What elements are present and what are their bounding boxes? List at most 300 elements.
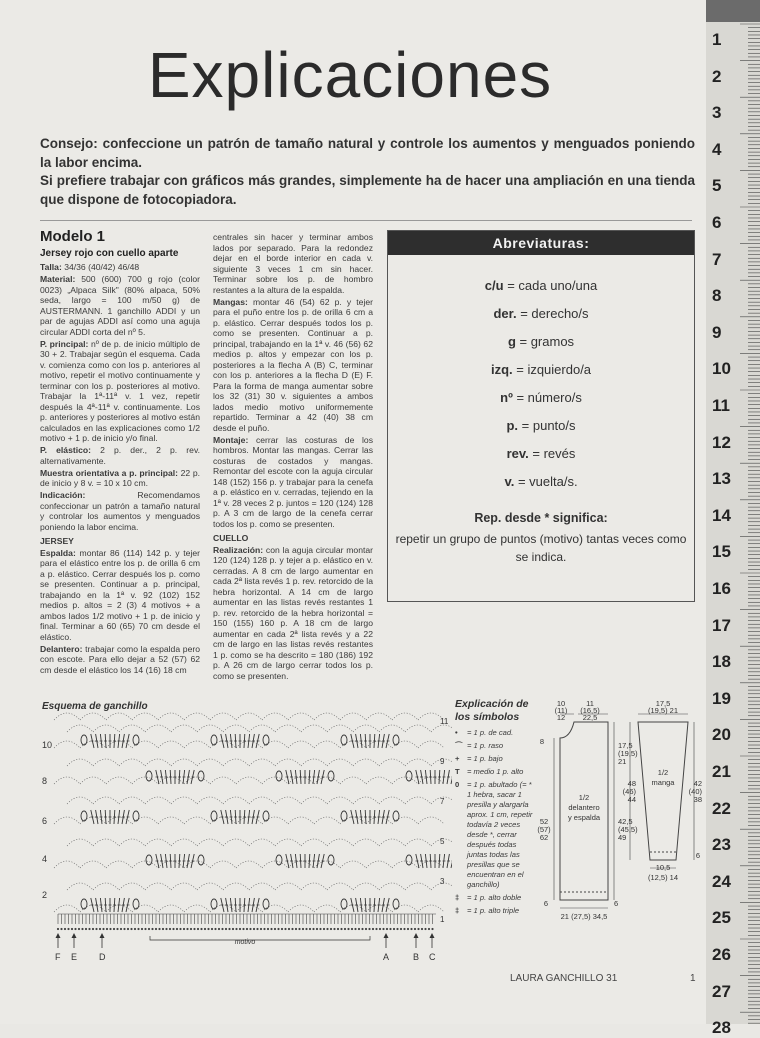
puff-stitch <box>146 771 152 781</box>
chain-arc <box>171 883 197 890</box>
schem-top-b3: 22,5 <box>582 713 598 722</box>
puff-stitch <box>406 771 412 781</box>
base-chain <box>211 928 213 930</box>
base-chain <box>200 928 202 930</box>
base-chain <box>340 928 342 930</box>
chain-arc <box>288 713 314 720</box>
base-chain <box>214 928 216 930</box>
chain-arc <box>301 725 327 732</box>
ruler-number: 16 <box>712 579 731 598</box>
schem-sleeve-right-2: (40) <box>688 787 702 796</box>
abbreviation-item <box>388 468 694 496</box>
puff-stitch <box>211 899 217 909</box>
puff-stitch <box>263 735 269 745</box>
chain-arc <box>158 713 184 720</box>
col1-text: nº de p. de inicio múltiplo de 30 + 2. Trabajar según el esquema. Cada v. comienza como con los p. anteriores al motivo, repetir el motivo continuamente y terminar con los p. posteriores al motivo. Trabajar la 1ª-11ª v. 1 vez, repetir después la 4ª-11ª v. continuamente. Los p. anteriores y posteriores al motivo están calculados en las explicaciones como 1/2 motivo + 1 p. de inicio y/o final. <box>40 338 200 443</box>
base-chain <box>141 928 143 930</box>
abbreviation-value: = número/s <box>512 390 582 405</box>
col1-paragraph <box>40 445 200 466</box>
arrow-letter: A <box>383 952 390 962</box>
chain-arc <box>301 797 327 804</box>
ruler-number: 19 <box>712 688 731 708</box>
row-number-left: 2 <box>42 890 48 900</box>
base-chain <box>158 928 160 930</box>
ruler-number: 6 <box>712 213 722 232</box>
col1b-label: Delantero: <box>40 643 83 654</box>
chain-arc <box>418 741 444 748</box>
chain-arc <box>262 861 288 868</box>
motif-label: motivo <box>234 939 256 946</box>
base-chain <box>249 928 251 930</box>
base-chain <box>410 928 412 930</box>
chain-arc <box>132 905 158 912</box>
base-chain <box>165 928 167 930</box>
measuring-ruler <box>706 0 760 1038</box>
ruler-number: 10 <box>712 359 731 379</box>
chain-arc <box>353 883 379 890</box>
schem-body-label-2: delantero <box>568 803 600 812</box>
chain-arc <box>405 725 431 732</box>
page-number: 1 <box>690 973 696 984</box>
base-chain <box>302 928 304 930</box>
chain-arc <box>249 839 275 846</box>
base-chain <box>403 928 405 930</box>
base-chain <box>333 928 335 930</box>
abbreviation-key: nº <box>500 390 513 405</box>
advice-line-1: Consejo: confeccione un patrón de tamaño natural y controle los aumentos y menguados poniendo la labor encima. <box>40 136 695 170</box>
chain-arc <box>314 905 340 912</box>
puff-stitch <box>198 771 204 781</box>
base-chain <box>60 928 62 930</box>
legend-text: = 1 p. alto doble <box>467 893 522 902</box>
base-chain <box>396 928 398 930</box>
base-chain <box>144 928 146 930</box>
model-heading: Modelo 1 <box>40 228 106 245</box>
chain-arc <box>106 777 132 784</box>
base-chain <box>298 928 300 930</box>
puff-stitch <box>393 735 399 745</box>
arrow-head-icon <box>100 933 105 938</box>
puff-stitch <box>341 899 347 909</box>
col2-label: Mangas: <box>213 296 248 307</box>
ruler-number: 25 <box>712 908 731 928</box>
ruler-number: 23 <box>712 835 731 855</box>
chain-arc <box>106 861 132 868</box>
abbreviation-key: v. <box>504 474 515 489</box>
puff-stitch <box>341 735 347 745</box>
chain-arc <box>197 725 223 732</box>
col2-text: cerrar las costuras de los hombros. Montar las mangas. Cerrar las costuras de costados y mangas. Remontar del escote con la aguja circular 148 (152) 156 p. y trabajar para la cenefa a p. elástico en v. cerradas, tejiendo en la 1ª v. 28 veces 2 p. juntos = 120 (124) 128 p. A 3 cm de largo de la cenefa cerrar todos los p. como se presenten. <box>213 434 373 529</box>
advice-line-2: Si prefiere trabajar con gráficos más grandes, simplemente ha de hacer una ampliación en una tienda que dispone de fotocopiadora. <box>40 173 695 207</box>
chain-arc <box>262 741 288 748</box>
base-chain <box>81 928 83 930</box>
puff-stitch <box>133 811 139 821</box>
schem-armhole-3: 21 <box>618 757 627 766</box>
base-chain <box>267 928 269 930</box>
schem-hem: 6 <box>543 899 549 908</box>
chain-arc <box>80 861 106 868</box>
base-chain <box>239 928 241 930</box>
base-chain <box>207 928 209 930</box>
chain-arc <box>340 777 366 784</box>
chain-arc <box>184 713 210 720</box>
row-number-right: 9 <box>440 757 445 766</box>
ruler-number: 22 <box>712 798 731 818</box>
base-chain <box>337 928 339 930</box>
stitch-symbol-icon: + <box>455 754 460 763</box>
base-chain <box>190 928 192 930</box>
puff-stitch <box>211 735 217 745</box>
symbol-legend <box>455 728 537 919</box>
legend-item <box>455 780 537 890</box>
chain-arc <box>197 797 223 804</box>
base-chain <box>232 928 234 930</box>
advice-block <box>40 135 695 209</box>
chain-arc <box>405 883 431 890</box>
chain-arc <box>288 817 314 824</box>
schem-sleeve-top: 17,5 <box>655 700 671 708</box>
base-chain <box>421 928 423 930</box>
chain-arc <box>54 905 80 912</box>
schem-side-2: (45,5) <box>618 825 638 834</box>
abbreviation-value: = gramos <box>515 334 575 349</box>
puff-stitch <box>393 811 399 821</box>
chain-arc <box>132 861 158 868</box>
base-chain <box>162 928 164 930</box>
row-number-left: 4 <box>42 854 48 864</box>
base-chain <box>417 928 419 930</box>
arrow-head-icon <box>430 933 435 938</box>
chain-arc <box>132 741 158 748</box>
base-chain <box>316 928 318 930</box>
chain-arc <box>249 759 275 766</box>
puff-stitch <box>276 855 282 865</box>
legend-text: = 1 p. raso <box>467 741 504 750</box>
ruler-number: 20 <box>712 725 731 745</box>
legend-item <box>455 728 537 738</box>
puff-stitch <box>198 855 204 865</box>
base-chain <box>312 928 314 930</box>
base-chain <box>309 928 311 930</box>
chain-arc <box>197 839 223 846</box>
schem-sleeve-label-2: manga <box>651 778 675 787</box>
legend-text: = 1 p. alto triple <box>467 906 520 915</box>
abbreviation-item <box>388 300 694 328</box>
chain-arc <box>275 839 301 846</box>
base-chain <box>358 928 360 930</box>
base-chain <box>193 928 195 930</box>
puff-stitch <box>328 771 334 781</box>
chain-arc <box>275 797 301 804</box>
chain-arc <box>353 759 379 766</box>
abbreviation-item <box>388 272 694 300</box>
schem-sleeve-right-3: 38 <box>693 795 702 804</box>
ruler-number: 18 <box>712 652 731 672</box>
abbreviation-value: = izquierdo/a <box>512 362 592 377</box>
base-chain <box>64 928 66 930</box>
chain-arc <box>93 883 119 890</box>
ruler-number: 12 <box>712 432 731 452</box>
puff-stitch <box>393 899 399 909</box>
ruler-number: 28 <box>712 1018 731 1038</box>
schem-sleeve-bottom-2: (12,5) 14 <box>647 873 679 882</box>
base-chain <box>326 928 328 930</box>
legend-text: = 1 p. bajo <box>467 754 503 763</box>
arrow-head-icon <box>72 933 77 938</box>
chain-arc <box>197 883 223 890</box>
col2b-label: Realización: <box>213 544 264 555</box>
chain-arc <box>171 759 197 766</box>
chain-arc <box>171 725 197 732</box>
chain-arc <box>379 759 405 766</box>
base-chain <box>130 928 132 930</box>
base-chain <box>414 928 416 930</box>
base-chain <box>155 928 157 930</box>
base-chain <box>344 928 346 930</box>
base-chain <box>288 928 290 930</box>
chain-arc <box>54 817 80 824</box>
row-number-right: 3 <box>440 877 445 886</box>
chain-arc <box>158 905 184 912</box>
chain-arc <box>93 759 119 766</box>
chain-arc <box>210 713 236 720</box>
chain-arc <box>327 883 353 890</box>
chain-arc <box>405 759 431 766</box>
base-chain <box>351 928 353 930</box>
col1-label: Indicación: <box>40 490 86 500</box>
col2-paragraph <box>213 232 373 295</box>
col1-text: 2 p. der., 2 p. rev. alternativamente. <box>40 445 200 466</box>
base-chain <box>148 928 150 930</box>
chain-arc <box>67 725 93 732</box>
col1-label: Muestra orientativa a p. principal: <box>40 467 179 478</box>
column-1 <box>40 228 200 677</box>
base-chain <box>228 928 230 930</box>
chain-arc <box>210 861 236 868</box>
base-chain <box>172 928 174 930</box>
chain-arc <box>132 817 158 824</box>
schem-sleeve-left-1: 48 <box>627 779 636 788</box>
base-chain <box>354 928 356 930</box>
chain-arc <box>275 883 301 890</box>
base-chain <box>176 928 178 930</box>
puff-stitch <box>81 899 87 909</box>
base-chain <box>393 928 395 930</box>
base-chain <box>197 928 199 930</box>
chain-arc <box>184 817 210 824</box>
col2-paragraph <box>213 435 373 530</box>
base-chain <box>235 928 237 930</box>
chain-arc <box>80 713 106 720</box>
stitch-symbol-icon: ⌒ <box>455 741 463 750</box>
chain-arc <box>340 861 366 868</box>
base-chain <box>281 928 283 930</box>
chain-arc <box>405 839 431 846</box>
chain-arc <box>327 759 353 766</box>
chain-arc <box>132 777 158 784</box>
base-chain <box>186 928 188 930</box>
schem-side-1: 42,5 <box>618 817 633 826</box>
schem-sleeve-left-2: (46) <box>622 787 636 796</box>
base-chain <box>71 928 73 930</box>
chain-arc <box>418 905 444 912</box>
motif-bracket <box>150 936 370 940</box>
chain-arc <box>392 713 418 720</box>
puff-stitch <box>133 735 139 745</box>
chain-arc <box>301 883 327 890</box>
base-chain <box>386 928 388 930</box>
base-chain <box>120 928 122 930</box>
base-chain <box>78 928 80 930</box>
abbreviation-value: = punto/s <box>518 418 576 433</box>
base-chain <box>113 928 115 930</box>
chain-arc <box>236 713 262 720</box>
puff-stitch <box>406 855 412 865</box>
col1-paragraph <box>40 274 200 337</box>
chain-arc <box>223 839 249 846</box>
col1b-paragraph <box>40 548 200 643</box>
base-chain <box>92 928 94 930</box>
chain-arc <box>67 759 93 766</box>
legend-item <box>455 767 537 777</box>
chain-arc <box>301 759 327 766</box>
base-chain <box>424 928 426 930</box>
row-number-left: 10 <box>42 740 53 750</box>
col2-text: centrales sin hacer y terminar ambos lados por separado. Para la redondez dejar en el borde interior en cada v. siguiente 3 veces 1 cm sin hacer. Terminar sobre los p. de hombro restantes a la altura de la espalda. <box>213 232 373 295</box>
base-chain <box>365 928 367 930</box>
schem-body-label-1: 1/2 <box>578 793 590 802</box>
abbreviation-key: rev. <box>506 446 529 461</box>
chain-arc <box>54 777 80 784</box>
base-chain <box>123 928 125 930</box>
base-chain <box>151 928 153 930</box>
legend-text: = 1 p. de cad. <box>467 728 514 737</box>
puff-stitch <box>263 899 269 909</box>
chain-arc <box>145 839 171 846</box>
legend-item <box>455 754 537 764</box>
col1-text: 500 (600) 700 g rojo (color 0023) „Alpaca Silk" (80% alpaca, 50% seda, largo = 100 m/50 g) de AUSTERMANN. 1 ganchillo ADDI y un par de agujas ADDI así como una aguja circular ADDI corta del nº 5. <box>40 274 200 337</box>
chain-arc <box>236 777 262 784</box>
abbreviation-key: c/u <box>484 278 504 293</box>
chain-arc <box>249 725 275 732</box>
abbreviations-box <box>387 230 695 602</box>
base-chain <box>137 928 139 930</box>
column-2 <box>213 232 373 683</box>
row-number-left: 6 <box>42 816 48 826</box>
chain-arc <box>288 741 314 748</box>
chain-arc <box>54 713 80 720</box>
chain-arc <box>431 725 452 732</box>
base-chain <box>260 928 262 930</box>
ruler-number: 2 <box>712 66 722 86</box>
chain-arc <box>197 759 223 766</box>
stitch-symbol-icon: • <box>455 728 458 737</box>
chain-arc <box>93 797 119 804</box>
chain-arc <box>327 725 353 732</box>
chain-arc <box>106 713 132 720</box>
arrow-letter: E <box>71 952 78 962</box>
base-chain <box>127 928 129 930</box>
legend-title-line-1: Explicación de <box>455 698 529 710</box>
ruler-number: 4 <box>712 139 722 159</box>
arrow-head-icon <box>384 933 389 938</box>
chain-arc <box>223 883 249 890</box>
chain-arc <box>392 741 418 748</box>
chain-arc <box>223 725 249 732</box>
schem-top-a3: 12 <box>556 713 566 722</box>
legend-text: = 1 p. abultado (= * 1 hebra, sacar 1 presilla y alargarla aprox. 1 cm, repetir todavía 2 veces desde *, cerrar después todas juntas todas las presillas que se encuentran en el ganchillo) <box>467 780 533 889</box>
col1-paragraph <box>40 339 200 444</box>
base-chain <box>407 928 409 930</box>
chain-arc <box>132 713 158 720</box>
chain-arc <box>236 861 262 868</box>
ruler-number: 13 <box>712 469 731 489</box>
base-chain <box>330 928 332 930</box>
col2-paragraph <box>213 297 373 434</box>
chain-arc <box>340 713 366 720</box>
ruler-number: 15 <box>712 542 731 562</box>
crochet-diagram-title: Esquema de ganchillo <box>42 701 148 712</box>
chain-arc <box>327 797 353 804</box>
col1-paragraph <box>40 490 200 532</box>
base-chain <box>400 928 402 930</box>
base-chain <box>284 928 286 930</box>
abbreviation-item <box>388 412 694 440</box>
chain-arc <box>392 777 418 784</box>
arrow-head-icon <box>56 933 61 938</box>
base-chain <box>67 928 69 930</box>
col2b-paragraph <box>213 545 373 682</box>
chain-arc <box>379 839 405 846</box>
chain-arc <box>93 839 119 846</box>
base-chain <box>218 928 220 930</box>
column-1-paragraphs <box>40 262 200 532</box>
col1-label: P. elástico: <box>40 445 91 455</box>
ruler-number: 11 <box>712 396 730 415</box>
ruler-number: 27 <box>712 981 731 1001</box>
puff-stitch <box>263 811 269 821</box>
schem-neck: 8 <box>539 737 545 746</box>
schem-sleeve-label-1: 1/2 <box>657 768 669 777</box>
abbreviation-value: = cada uno/una <box>503 278 598 293</box>
base-chain <box>246 928 248 930</box>
chain-arc <box>314 817 340 824</box>
schem-top-a2: (11) <box>554 706 568 715</box>
legend-item <box>455 741 537 751</box>
chain-arc <box>184 905 210 912</box>
puff-stitch <box>81 811 87 821</box>
arrow-letter: F <box>55 952 61 962</box>
chain-arc <box>119 725 145 732</box>
arrow-letter: C <box>429 952 436 962</box>
abbreviation-key: g <box>507 334 516 349</box>
chain-arc <box>314 741 340 748</box>
col2-text: montar 46 (54) 62 p. y tejer para el puño entre los p. de orilla 6 cm a p. elástico. Cerrar después todos los p. como se presenten. Continuar a p. principal, trabajando en la 1ª v. 46 (56) 62 medios p. altos y empezar con los p. posteriores a la flecha A (B) C, terminar con los p. anteriores a la flecha D (E) F. Para la forma de manga aumentar sobre los 32 (31) 30 v. siguientes a ambos lados medio motivo uniformemente repartido. Terminar a 42 (40) 38 cm desde el puño. <box>213 296 373 433</box>
ruler-number: 21 <box>712 762 731 781</box>
ruler-number: 3 <box>712 103 722 123</box>
chain-arc <box>93 725 119 732</box>
col1-paragraph <box>40 262 200 273</box>
chain-arc <box>392 861 418 868</box>
chain-arc <box>379 883 405 890</box>
schem-bottom: 21 (27,5) 34,5 <box>560 912 608 921</box>
chain-arc <box>145 797 171 804</box>
base-chain <box>204 928 206 930</box>
col1-label: Material: <box>40 274 76 284</box>
col2b-text: con la aguja circular montar 120 (124) 128 p. y tejer a p. elástico en v. cerradas. A 8 cm de largo aumentar en cada 2ª lista revés 1 p. rev. retorcido de la hebra horizontal. A 14 cm de largo aumentar en las listas revés restantes 1 p. rev. retorcido de la hebra horizontal = 150 (155) 160 p. A 18 cm de largo aumentar en cada 2ª lista revés y a 22 cm de largo en las listas revés restantes 1 p. como se ha descrito = 180 (186) 192 p. A 26 cm de largo cerrar todos los p. como se presenten. <box>213 544 373 681</box>
base-chain <box>270 928 272 930</box>
chain-arc <box>327 839 353 846</box>
